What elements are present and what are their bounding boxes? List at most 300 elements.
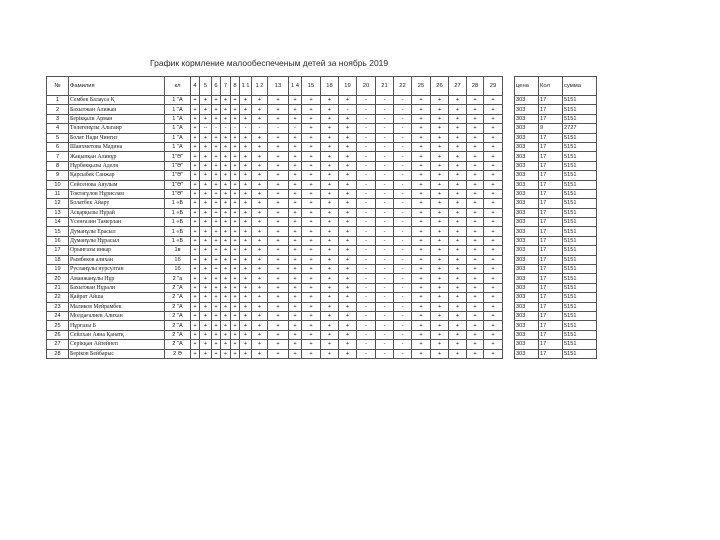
row-number: 13 <box>47 208 69 217</box>
attendance-mark: + <box>240 161 252 170</box>
gap-cell <box>503 96 515 105</box>
attendance-mark: + <box>191 311 200 320</box>
attendance-mark: + <box>200 311 212 320</box>
attendance-mark: + <box>302 199 321 208</box>
table-header-row <box>47 77 597 96</box>
attendance-mark: + <box>231 246 240 255</box>
attendance-mark: + <box>252 274 268 283</box>
attendance-mark: - <box>357 255 376 264</box>
attendance-mark: - <box>394 255 412 264</box>
attendance-mark: + <box>449 265 467 274</box>
attendance-mark: + <box>467 349 484 358</box>
attendance-mark: + <box>467 302 484 311</box>
attendance-mark: + <box>212 236 221 245</box>
gap-cell <box>503 171 515 180</box>
attendance-mark: + <box>467 124 484 133</box>
attendance-mark: - <box>357 96 376 105</box>
gap-cell <box>503 340 515 349</box>
attendance-mark: + <box>449 96 467 105</box>
attendance-mark: + <box>321 114 339 123</box>
attendance-mark: - <box>394 227 412 236</box>
class-cell: 1 «Б <box>165 208 191 217</box>
attendance-mark: + <box>289 218 302 227</box>
attendance-mark: + <box>240 142 252 151</box>
student-name: Сейсенова Аяулым <box>69 180 165 189</box>
attendance-mark: + <box>449 340 467 349</box>
attendance-mark: + <box>449 302 467 311</box>
attendance-mark: - <box>394 96 412 105</box>
price-cell: 303 <box>515 283 539 292</box>
header-class: кл <box>165 77 191 96</box>
attendance-mark: + <box>191 330 200 339</box>
attendance-mark: + <box>321 218 339 227</box>
price-cell: 303 <box>515 114 539 123</box>
attendance-mark: + <box>412 114 431 123</box>
attendance-mark: + <box>268 349 289 358</box>
table-row <box>47 199 597 208</box>
gap-cell <box>503 283 515 292</box>
header-day: 15 <box>302 77 321 96</box>
row-number: 20 <box>47 274 69 283</box>
attendance-mark: + <box>302 227 321 236</box>
class-cell: 1 "А <box>165 96 191 105</box>
attendance-mark: + <box>484 349 503 358</box>
attendance-mark: + <box>191 340 200 349</box>
attendance-mark: + <box>302 161 321 170</box>
header-day: 20 <box>357 77 376 96</box>
attendance-mark: + <box>431 124 449 133</box>
attendance-mark: - <box>357 274 376 283</box>
attendance-mark: + <box>467 189 484 198</box>
attendance-mark: + <box>191 227 200 236</box>
attendance-mark: - <box>394 349 412 358</box>
attendance-mark: + <box>191 142 200 151</box>
class-cell: 2 "А <box>165 321 191 330</box>
attendance-mark: + <box>200 227 212 236</box>
attendance-mark: - <box>357 142 376 151</box>
attendance-mark: + <box>212 302 221 311</box>
attendance-mark: + <box>231 349 240 358</box>
attendance-mark: + <box>212 180 221 189</box>
attendance-mark: + <box>212 105 221 114</box>
attendance-mark: + <box>240 199 252 208</box>
attendance-mark: + <box>231 340 240 349</box>
attendance-mark: + <box>412 208 431 217</box>
header-day: 19 <box>339 77 357 96</box>
attendance-mark: + <box>412 105 431 114</box>
qty-cell: 17 <box>539 330 563 339</box>
price-cell: 303 <box>515 265 539 274</box>
attendance-mark: + <box>339 199 357 208</box>
attendance-mark: + <box>339 218 357 227</box>
attendance-mark: + <box>191 236 200 245</box>
attendance-mark: + <box>321 349 339 358</box>
attendance-mark: + <box>467 208 484 217</box>
attendance-mark: + <box>240 227 252 236</box>
attendance-mark: + <box>221 321 231 330</box>
price-cell: 303 <box>515 349 539 358</box>
attendance-mark: - <box>376 114 394 123</box>
attendance-mark: + <box>231 311 240 320</box>
sum-cell: 5151 <box>563 227 597 236</box>
class-cell: 1"Ә" <box>165 171 191 180</box>
row-number: 15 <box>47 227 69 236</box>
attendance-mark: + <box>321 142 339 151</box>
attendance-mark: + <box>339 133 357 142</box>
page-title: График кормление малообеспеченым детей за ноябрь 2019 <box>150 58 389 68</box>
header-day: 8 <box>231 77 240 96</box>
attendance-mark: + <box>302 321 321 330</box>
attendance-mark: + <box>412 349 431 358</box>
row-number: 4 <box>47 124 69 133</box>
attendance-mark: + <box>252 180 268 189</box>
sum-cell: 5151 <box>563 330 597 339</box>
attendance-mark: + <box>191 180 200 189</box>
attendance-mark: + <box>268 96 289 105</box>
attendance-mark: + <box>339 265 357 274</box>
attendance-mark: + <box>252 142 268 151</box>
attendance-mark: + <box>221 311 231 320</box>
attendance-mark: + <box>221 161 231 170</box>
attendance-mark: + <box>212 189 221 198</box>
attendance-mark: + <box>431 114 449 123</box>
attendance-mark: + <box>231 293 240 302</box>
header-day: 29 <box>484 77 503 96</box>
sum-cell: 5151 <box>563 152 597 161</box>
table-row <box>47 283 597 292</box>
attendance-mark: + <box>431 161 449 170</box>
attendance-mark: + <box>412 265 431 274</box>
attendance-mark: + <box>231 283 240 292</box>
attendance-mark: + <box>412 133 431 142</box>
attendance-mark: + <box>200 208 212 217</box>
attendance-mark: - <box>376 349 394 358</box>
row-number: 10 <box>47 180 69 189</box>
attendance-mark: + <box>449 105 467 114</box>
attendance-mark: + <box>412 199 431 208</box>
attendance-mark: + <box>484 208 503 217</box>
attendance-mark: + <box>212 340 221 349</box>
attendance-mark: + <box>321 311 339 320</box>
attendance-mark: + <box>240 321 252 330</box>
attendance-mark: + <box>252 208 268 217</box>
attendance-mark: - <box>376 218 394 227</box>
table-row <box>47 349 597 358</box>
attendance-mark: + <box>200 199 212 208</box>
attendance-mark: + <box>339 96 357 105</box>
attendance-mark: - <box>394 302 412 311</box>
attendance-mark: + <box>221 218 231 227</box>
attendance-mark: + <box>212 152 221 161</box>
attendance-mark: + <box>268 199 289 208</box>
header-day: 5 <box>200 77 212 96</box>
attendance-mark: + <box>200 321 212 330</box>
attendance-mark: + <box>231 171 240 180</box>
attendance-mark: + <box>467 161 484 170</box>
attendance-mark: + <box>231 274 240 283</box>
attendance-mark: - <box>394 199 412 208</box>
sum-cell: 2727 <box>563 124 597 133</box>
attendance-mark: + <box>231 227 240 236</box>
attendance-mark: - <box>376 274 394 283</box>
header-day: 1 4 <box>289 77 302 96</box>
attendance-mark: + <box>484 218 503 227</box>
row-number: 8 <box>47 161 69 170</box>
attendance-mark: - <box>357 114 376 123</box>
attendance-mark: + <box>240 330 252 339</box>
attendance-mark: + <box>449 321 467 330</box>
attendance-mark: + <box>302 208 321 217</box>
attendance-mark: + <box>321 236 339 245</box>
student-name: Аманжанұлы Нұр <box>69 274 165 283</box>
gap-cell <box>503 180 515 189</box>
table-row <box>47 189 597 198</box>
attendance-mark: + <box>449 114 467 123</box>
header-day: 26 <box>431 77 449 96</box>
attendance-mark: - <box>394 330 412 339</box>
row-number: 14 <box>47 218 69 227</box>
attendance-mark: + <box>321 199 339 208</box>
attendance-mark: + <box>268 180 289 189</box>
price-cell: 303 <box>515 311 539 320</box>
attendance-mark: - <box>212 124 221 133</box>
table-row <box>47 227 597 236</box>
attendance-mark: + <box>268 218 289 227</box>
attendance-mark: + <box>412 171 431 180</box>
attendance-mark: + <box>412 340 431 349</box>
attendance-mark: + <box>252 293 268 302</box>
attendance-mark: + <box>321 302 339 311</box>
attendance-mark: + <box>339 274 357 283</box>
attendance-mark: + <box>339 255 357 264</box>
attendance-mark: - <box>376 124 394 133</box>
student-name: Болатбек Айару <box>69 199 165 208</box>
attendance-mark: + <box>240 293 252 302</box>
attendance-mark: + <box>302 302 321 311</box>
sum-cell: 5151 <box>563 236 597 245</box>
attendance-mark: - <box>357 330 376 339</box>
attendance-mark: + <box>289 255 302 264</box>
attendance-mark: - <box>376 236 394 245</box>
attendance-mark: + <box>431 189 449 198</box>
sum-cell: 5151 <box>563 96 597 105</box>
student-name: Төлегенұлы Альтаир <box>69 124 165 133</box>
attendance-mark: + <box>431 152 449 161</box>
attendance-mark: + <box>240 171 252 180</box>
attendance-mark: + <box>321 265 339 274</box>
class-cell: 2 "А <box>165 283 191 292</box>
attendance-mark: + <box>449 133 467 142</box>
qty-cell: 17 <box>539 236 563 245</box>
attendance-mark: + <box>240 189 252 198</box>
attendance-mark: + <box>431 311 449 320</box>
student-name: Нұрбекқызы Аделя <box>69 161 165 170</box>
gap-cell <box>503 293 515 302</box>
gap-cell <box>503 133 515 142</box>
attendance-mark: - <box>357 302 376 311</box>
row-number: 27 <box>47 340 69 349</box>
row-number: 25 <box>47 321 69 330</box>
attendance-mark: + <box>200 105 212 114</box>
attendance-mark: + <box>252 199 268 208</box>
attendance-mark: + <box>484 180 503 189</box>
attendance-mark: - <box>376 152 394 161</box>
attendance-mark: + <box>231 152 240 161</box>
sum-cell: 5151 <box>563 255 597 264</box>
attendance-mark: + <box>252 236 268 245</box>
attendance-mark: + <box>321 96 339 105</box>
price-cell: 303 <box>515 199 539 208</box>
attendance-mark: + <box>339 246 357 255</box>
attendance-mark: - <box>357 227 376 236</box>
attendance-mark: + <box>339 283 357 292</box>
attendance-mark: + <box>302 311 321 320</box>
qty-cell: 17 <box>539 265 563 274</box>
attendance-mark: + <box>431 302 449 311</box>
attendance-mark: + <box>467 152 484 161</box>
attendance-mark: + <box>212 265 221 274</box>
attendance-mark: + <box>212 96 221 105</box>
table-row <box>47 96 597 105</box>
attendance-mark: + <box>268 340 289 349</box>
attendance-mark: + <box>191 171 200 180</box>
attendance-mark: + <box>268 171 289 180</box>
attendance-mark: + <box>212 255 221 264</box>
price-cell: 303 <box>515 96 539 105</box>
table-row <box>47 330 597 339</box>
attendance-mark: + <box>252 152 268 161</box>
attendance-mark: + <box>212 133 221 142</box>
sum-cell: 5151 <box>563 199 597 208</box>
student-name: Токтагұлов Нұрислам <box>69 189 165 198</box>
attendance-mark: - <box>357 265 376 274</box>
student-name: Бахытжан Алижан <box>69 105 165 114</box>
attendance-mark: + <box>221 255 231 264</box>
attendance-mark: + <box>431 218 449 227</box>
attendance-mark: + <box>321 124 339 133</box>
class-cell: 1 «Б <box>165 218 191 227</box>
row-number: 17 <box>47 246 69 255</box>
attendance-mark: + <box>240 283 252 292</box>
attendance-mark: + <box>449 255 467 264</box>
attendance-mark: - <box>357 161 376 170</box>
attendance-mark: + <box>431 246 449 255</box>
row-number: 7 <box>47 152 69 161</box>
attendance-mark: + <box>191 133 200 142</box>
attendance-mark: + <box>302 265 321 274</box>
class-cell: 1"Ә" <box>165 152 191 161</box>
price-cell: 303 <box>515 236 539 245</box>
attendance-mark: + <box>268 236 289 245</box>
row-number: 24 <box>47 311 69 320</box>
attendance-mark: - <box>394 189 412 198</box>
attendance-mark: + <box>467 330 484 339</box>
attendance-mark: + <box>200 330 212 339</box>
gap-cell <box>503 142 515 151</box>
qty-cell: 17 <box>539 208 563 217</box>
attendance-mark: + <box>321 255 339 264</box>
attendance-mark: + <box>467 142 484 151</box>
attendance-mark: + <box>212 283 221 292</box>
attendance-mark: + <box>467 321 484 330</box>
price-cell: 303 <box>515 124 539 133</box>
attendance-mark: + <box>200 171 212 180</box>
gap-cell <box>503 105 515 114</box>
attendance-mark: + <box>339 293 357 302</box>
attendance-mark: - <box>394 321 412 330</box>
class-cell: 2 Ә <box>165 349 191 358</box>
table-row <box>47 142 597 151</box>
attendance-mark: + <box>252 283 268 292</box>
attendance-mark: + <box>467 274 484 283</box>
attendance-mark: + <box>339 189 357 198</box>
qty-cell: 17 <box>539 349 563 358</box>
qty-cell: 17 <box>539 340 563 349</box>
gap-cell <box>503 124 515 133</box>
attendance-mark: + <box>252 246 268 255</box>
attendance-mark: + <box>200 283 212 292</box>
attendance-mark: + <box>302 133 321 142</box>
row-number: 1 <box>47 96 69 105</box>
attendance-mark: - <box>357 340 376 349</box>
attendance-mark: -- <box>200 124 212 133</box>
table-row <box>47 124 597 133</box>
attendance-mark: + <box>449 218 467 227</box>
attendance-mark: + <box>240 114 252 123</box>
attendance-mark: + <box>449 274 467 283</box>
attendance-mark: + <box>240 96 252 105</box>
student-name: Рымбеков алихан <box>69 255 165 264</box>
attendance-mark: + <box>200 189 212 198</box>
attendance-mark: - <box>394 208 412 217</box>
header-day: 6 <box>212 77 221 96</box>
table-row <box>47 293 597 302</box>
attendance-mark: + <box>191 114 200 123</box>
attendance-mark: + <box>289 265 302 274</box>
attendance-mark: - <box>357 199 376 208</box>
attendance-mark: + <box>321 133 339 142</box>
gap-cell <box>503 114 515 123</box>
attendance-mark: + <box>321 105 339 114</box>
attendance-mark: + <box>431 321 449 330</box>
attendance-mark: + <box>431 96 449 105</box>
price-cell: 303 <box>515 142 539 151</box>
attendance-mark: + <box>221 265 231 274</box>
attendance-mark: + <box>191 105 200 114</box>
student-name: Русланұлы нурсултан <box>69 265 165 274</box>
class-cell: 1в <box>165 246 191 255</box>
attendance-mark: + <box>200 152 212 161</box>
attendance-mark: - <box>376 105 394 114</box>
row-number: 19 <box>47 265 69 274</box>
attendance-mark: + <box>252 105 268 114</box>
attendance-mark: - <box>394 152 412 161</box>
attendance-mark: + <box>268 302 289 311</box>
attendance-mark: + <box>212 171 221 180</box>
gap-cell <box>503 218 515 227</box>
attendance-mark: + <box>321 227 339 236</box>
attendance-mark: + <box>191 161 200 170</box>
attendance-mark: + <box>431 105 449 114</box>
attendance-mark: + <box>467 96 484 105</box>
attendance-mark: + <box>221 199 231 208</box>
table-row <box>47 321 597 330</box>
attendance-mark: + <box>221 189 231 198</box>
attendance-mark: + <box>240 208 252 217</box>
attendance-mark: + <box>289 133 302 142</box>
attendance-mark: + <box>212 330 221 339</box>
attendance-mark: + <box>191 321 200 330</box>
